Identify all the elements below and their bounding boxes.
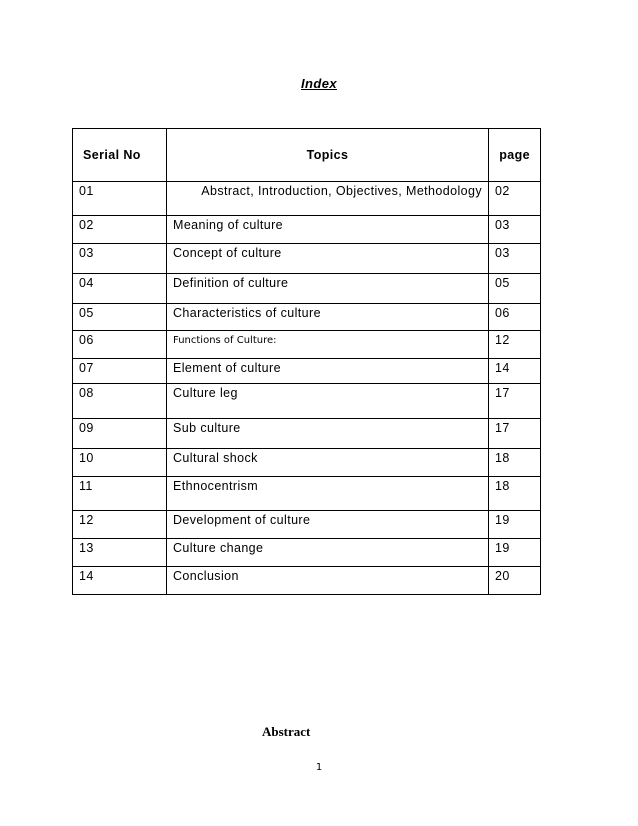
page-cell: 18 xyxy=(489,477,541,511)
page-number: 1 xyxy=(315,762,323,773)
topic-cell: Sub culture xyxy=(167,419,489,449)
topic-cell: Conclusion xyxy=(167,567,489,595)
serial-cell: 09 xyxy=(73,419,167,449)
page-cell: 19 xyxy=(489,539,541,567)
topic-cell: Definition of culture xyxy=(167,274,489,304)
table-row xyxy=(73,419,541,449)
table-row xyxy=(73,274,541,304)
serial-cell: 07 xyxy=(73,359,167,384)
table-row xyxy=(73,216,541,244)
index-table xyxy=(72,128,541,595)
serial-cell: 10 xyxy=(73,449,167,477)
table-row xyxy=(73,359,541,384)
page-cell: 03 xyxy=(489,244,541,274)
page-cell: 18 xyxy=(489,449,541,477)
serial-cell: 01 xyxy=(73,182,167,216)
page-cell: 14 xyxy=(489,359,541,384)
topic-cell: Concept of culture xyxy=(167,244,489,274)
page-cell: 03 xyxy=(489,216,541,244)
table-header-row xyxy=(73,129,541,182)
page-cell: 05 xyxy=(489,274,541,304)
topics-header: Topics xyxy=(167,129,489,182)
topic-cell: Development of culture xyxy=(167,511,489,539)
serial-cell: 05 xyxy=(73,304,167,331)
topic-cell: Element of culture xyxy=(167,359,489,384)
topic-cell: Culture change xyxy=(167,539,489,567)
topic-cell: Culture leg xyxy=(167,384,489,419)
serial-cell: 08 xyxy=(73,384,167,419)
page-cell: 06 xyxy=(489,304,541,331)
serial-cell: 14 xyxy=(73,567,167,595)
page-cell: 12 xyxy=(489,331,541,359)
topic-cell: Abstract, Introduction, Objectives, Methodology xyxy=(167,182,489,216)
serial-cell: 03 xyxy=(73,244,167,274)
table-row xyxy=(73,304,541,331)
table-row xyxy=(73,539,541,567)
page-cell: 20 xyxy=(489,567,541,595)
serial-cell: 13 xyxy=(73,539,167,567)
topic-cell: Cultural shock xyxy=(167,449,489,477)
table-row xyxy=(73,331,541,359)
index-title: Index xyxy=(301,76,337,91)
page-cell: 17 xyxy=(489,419,541,449)
serial-cell: 02 xyxy=(73,216,167,244)
topic-cell: Functions of Culture: xyxy=(167,331,489,359)
serial-cell: 12 xyxy=(73,511,167,539)
table-row xyxy=(73,384,541,419)
topic-cell: Meaning of culture xyxy=(167,216,489,244)
serial-cell: 04 xyxy=(73,274,167,304)
table-row xyxy=(73,511,541,539)
table-row xyxy=(73,449,541,477)
abstract-heading: Abstract xyxy=(262,724,311,739)
table-row xyxy=(73,567,541,595)
topic-cell: Characteristics of culture xyxy=(167,304,489,331)
serial-header: Serial No xyxy=(73,129,167,182)
page-cell: 19 xyxy=(489,511,541,539)
page-header: page xyxy=(489,129,541,182)
table-row xyxy=(73,244,541,274)
topic-cell: Ethnocentrism xyxy=(167,477,489,511)
page-cell: 17 xyxy=(489,384,541,419)
page-cell: 02 xyxy=(489,182,541,216)
serial-cell: 11 xyxy=(73,477,167,511)
table-row xyxy=(73,182,541,216)
table-row xyxy=(73,477,541,511)
serial-cell: 06 xyxy=(73,331,167,359)
